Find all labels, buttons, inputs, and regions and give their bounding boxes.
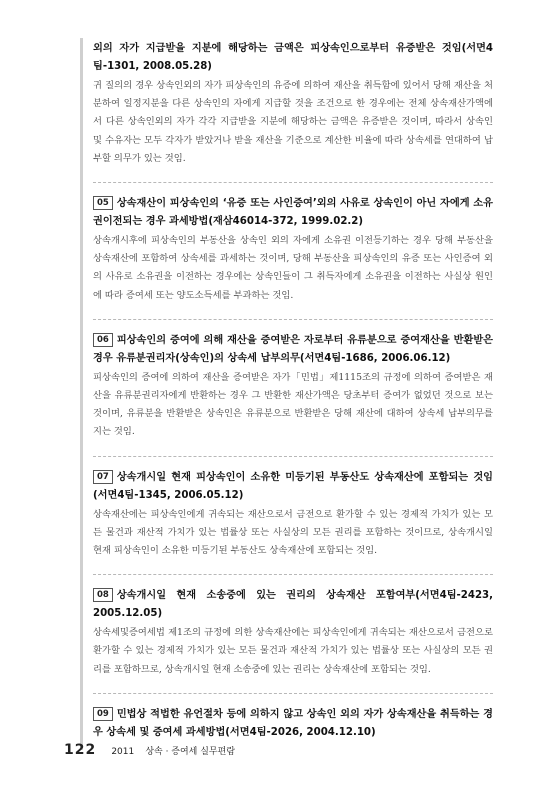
section-09 [93, 706, 493, 742]
section-title [93, 332, 493, 368]
section-divider [93, 182, 493, 183]
section-continued [93, 40, 493, 168]
section-divider [93, 574, 493, 575]
section-06 [93, 332, 493, 442]
section-title: 외의 자가 지급받을 지분에 해당하는 금액은 피상속인으로부터 유증받은 것임(서면4팀-1301, 2008.05.28) [93, 43, 493, 72]
section-divider [93, 693, 493, 694]
section-divider [93, 319, 493, 320]
section-07 [93, 469, 493, 561]
section-05 [93, 195, 493, 305]
section-title-text: 상속개시일 현재 피상속인이 소유한 미등기된 부동산도 상속재산에 포함되는 것임(서면4팀-1345, 2006.05.12) [93, 471, 493, 501]
content-column [93, 40, 493, 756]
section-title [93, 706, 493, 742]
section-title [93, 587, 493, 623]
footer-year: 2011 [111, 747, 135, 757]
section-title [93, 469, 493, 505]
section-number-badge: 05 [93, 196, 113, 210]
section-body: 상속개시후에 피상속인의 부동산을 상속인 외의 자에게 소유권 이전등기하는 경우 당해 부동산을 상속재산에 포함하여 상속세를 과세하는 것이며, 당해 부동산을 피상속인의 유증 또는 사인증여 외의 사유로 소유권을 이전하는 경우에는 상속인들이 그 취득자에게 소유권을 이전하는 사실상 원인에 따라 증여세 또는 양도소득세를 부과하는 것임. [93, 235, 493, 301]
section-title [93, 195, 493, 231]
section-body: 귀 질의의 경우 상속인외의 자가 피상속인의 유증에 의하여 재산을 취득함에 있어서 당해 재산을 처분하여 일정지분을 다른 상속인의 자에게 지급할 것을 조건으로 한 경우에는 전체 상속재산가액에서 다른 상속인외의 자가 각각 지급받을 지분에 해당하는 금액은 유증받은 것이며, 따라서 상속인 및 수유자는 모두 각자가 받았거나 받을 재산을 기준으로 계산한 비율에 따라 상속세를 연대하여 납부할 의무가 있는 것임. [93, 80, 493, 164]
section-number-badge: 06 [93, 333, 113, 347]
section-title-text: 민법상 적법한 유언절차 등에 의하지 않고 상속인 외의 자가 상속재산을 취득하는 경우 상속세 및 증여세 과세방법(서면4팀-2026, 2004.12.10) [93, 708, 493, 738]
section-body: 상속재산에는 피상속인에게 귀속되는 재산으로서 금전으로 환가할 수 있는 경제적 가치가 있는 모든 물건과 재산적 가치가 있는 법률상 또는 사실상의 모든 권리를 포함하는 것이므로, 상속개시일 현재 피상속인이 소유한 미등기된 부동산도 상속재산에 포함되는 것임. [93, 508, 493, 557]
section-title-text: 피상속인의 증여에 의해 재산을 증여받은 자로부터 유류분으로 증여재산을 반환받은 경우 유류분권리자(상속인)의 상속세 납부의무(서면4팀-1686, 2006.06.12) [93, 334, 493, 364]
section-title-text: 상속개시일 현재 소송중에 있는 권리의 상속재산 포함여부(서면4팀-2423, 2005.12.05) [93, 590, 493, 620]
footer-book-title: 상속 · 증여세 실무편람 [145, 747, 236, 757]
section-body: 피상속인의 증여에 의하여 재산을 증여받은 자가「민법」제1115조의 규정에 의하여 증여받은 재산을 유류분권리자에게 반환하는 경우 그 반환한 재산가액은 당초부터 증여가 없었던 것으로 보는 것이며, 유류분을 반환받은 상속인은 유류분으로 반환받은 당해 재산에 대하여 상속세 납부의무를 지는 것임. [93, 371, 493, 438]
section-number-badge: 07 [93, 470, 113, 484]
page-footer [64, 739, 235, 758]
page-number: 122 [64, 742, 97, 758]
section-divider [93, 456, 493, 457]
margin-rule [80, 38, 83, 750]
section-number-badge: 08 [93, 588, 113, 602]
section-number-badge: 09 [93, 707, 113, 721]
section-body: 상속세및증여세법 제1조의 규정에 의한 상속재산에는 피상속인에게 귀속되는 재산으로서 금전으로 환가할 수 있는 경제적 가치가 있는 모든 물건과 재산적 가치가 있는 법률상 또는 사실상의 모든 권리를 포함하므로, 상속개시일 현재 소송중에 있는 권리는 상속재산에 포함되는 것임. [93, 627, 493, 675]
section-08 [93, 587, 493, 679]
section-title-text: 상속재산이 피상속인의 ‘유증 또는 사인증여’외의 사유로 상속인이 아닌 자에게 소유권이전되는 경우 과세방법(재삼46014-372, 1999.02.2) [93, 198, 493, 228]
